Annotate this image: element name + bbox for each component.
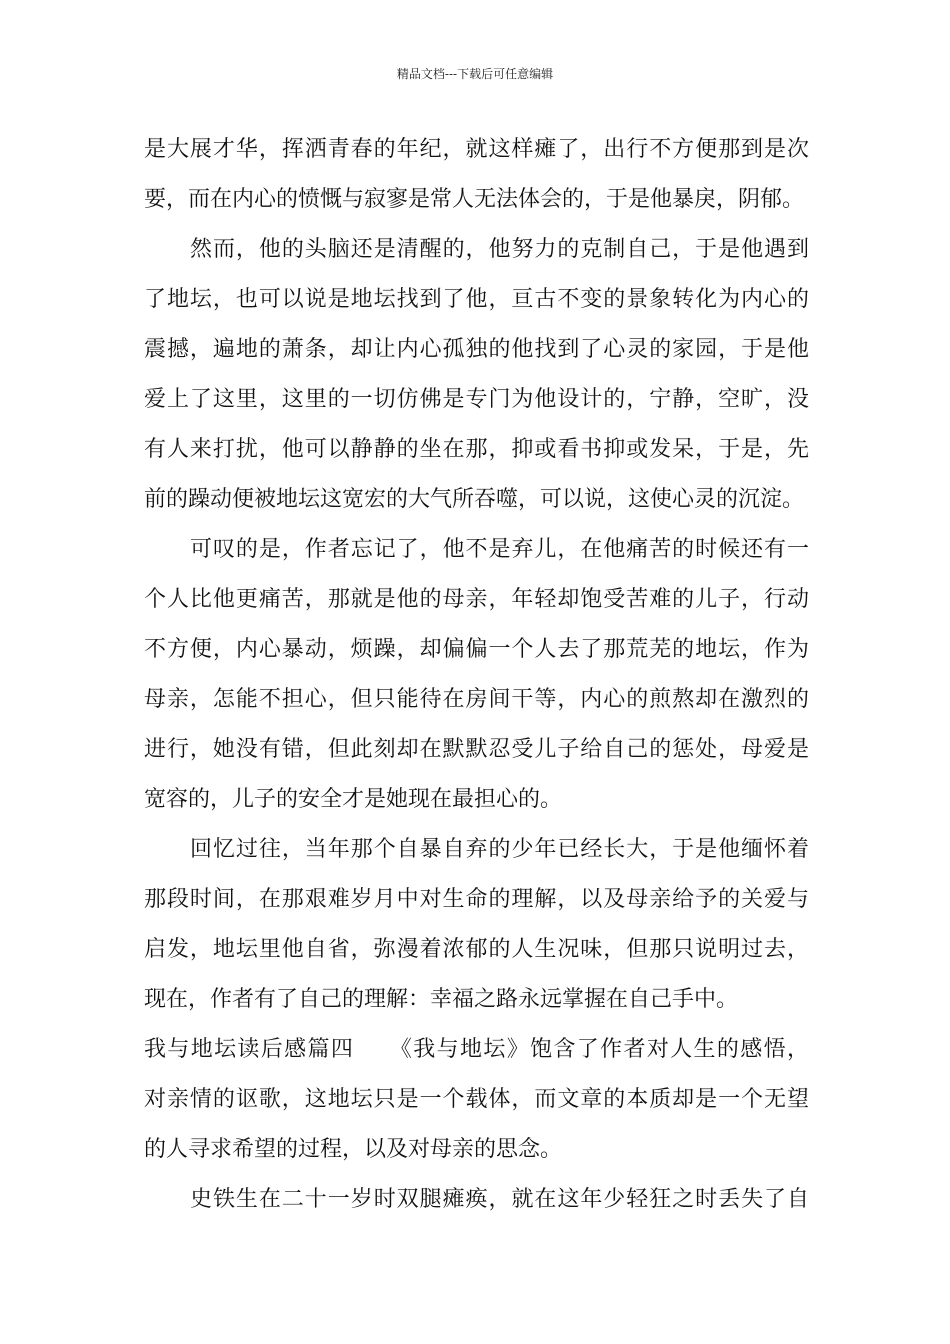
text-line: 震撼，遍地的萧条，却让内心孤独的他找到了心灵的家园，于是他 <box>144 337 809 362</box>
text-line: 不方便，内心暴动，烦躁，却偏偏一个人去了那荒芜的地坛，作为 <box>144 637 809 662</box>
text-line: 对亲情的讴歌，这地坛只是一个载体，而文章的本质却是一个无望 <box>144 1087 809 1112</box>
text-line: 宽容的，儿子的安全才是她现在最担心的。 <box>144 787 563 812</box>
text-line: 的人寻求希望的过程，以及对母亲的思念。 <box>144 1137 563 1162</box>
text-line: 要，而在内心的愤慨与寂寥是常人无法体会的，于是他暴戾，阴郁。 <box>144 187 805 212</box>
text-line: 启发，地坛里他自省，弥漫着浓郁的人生况味，但那只说明过去， <box>144 937 809 962</box>
text-line: 了地坛，也可以说是地坛找到了他，亘古不变的景象转化为内心的 <box>144 287 809 312</box>
text-line: 然而，他的头脑还是清醒的，他努力的克制自己，于是他遇到 <box>190 237 809 262</box>
text-line: 有人来打扰，他可以静静的坐在那，抑或看书抑或发呆，于是，先 <box>144 437 809 462</box>
text-line: 进行，她没有错，但此刻却在默默忍受儿子给自己的惩处，母爱是 <box>144 737 809 762</box>
text-line: 前的躁动便被地坛这宽宏的大气所吞噬，可以说，这使心灵的沉淀。 <box>144 487 805 512</box>
text-line: 母亲，怎能不担心，但只能待在房间干等，内心的煎熬却在激烈的 <box>144 687 809 712</box>
text-line: 是大展才华，挥洒青春的年纪，就这样瘫了，出行不方便那到是次 <box>144 137 809 162</box>
text-line: 现在，作者有了自己的理解：幸福之路永远掌握在自己手中。 <box>144 987 739 1012</box>
document-body <box>144 125 809 1225</box>
text-line: 史铁生在二十一岁时双腿瘫痪，就在这年少轻狂之时丢失了自 <box>190 1187 809 1212</box>
text-line: 可叹的是，作者忘记了，他不是弃儿，在他痛苦的时候还有一 <box>190 537 809 562</box>
section-heading-line: 我与地坛读后感篇四 《我与地坛》饱含了作者对人生的感悟， <box>144 1037 809 1062</box>
text-line: 那段时间，在那艰难岁月中对生命的理解，以及母亲给予的关爱与 <box>144 887 809 912</box>
page-header: 精品文档---下载后可任意编辑 <box>396 67 554 81</box>
text-line: 回忆过往，当年那个自暴自弃的少年已经长大，于是他缅怀着 <box>190 837 809 862</box>
text-line: 个人比他更痛苦，那就是他的母亲，年轻却饱受苦难的儿子，行动 <box>144 587 809 612</box>
text-line: 爱上了这里，这里的一切仿佛是专门为他设计的，宁静，空旷，没 <box>144 387 809 412</box>
